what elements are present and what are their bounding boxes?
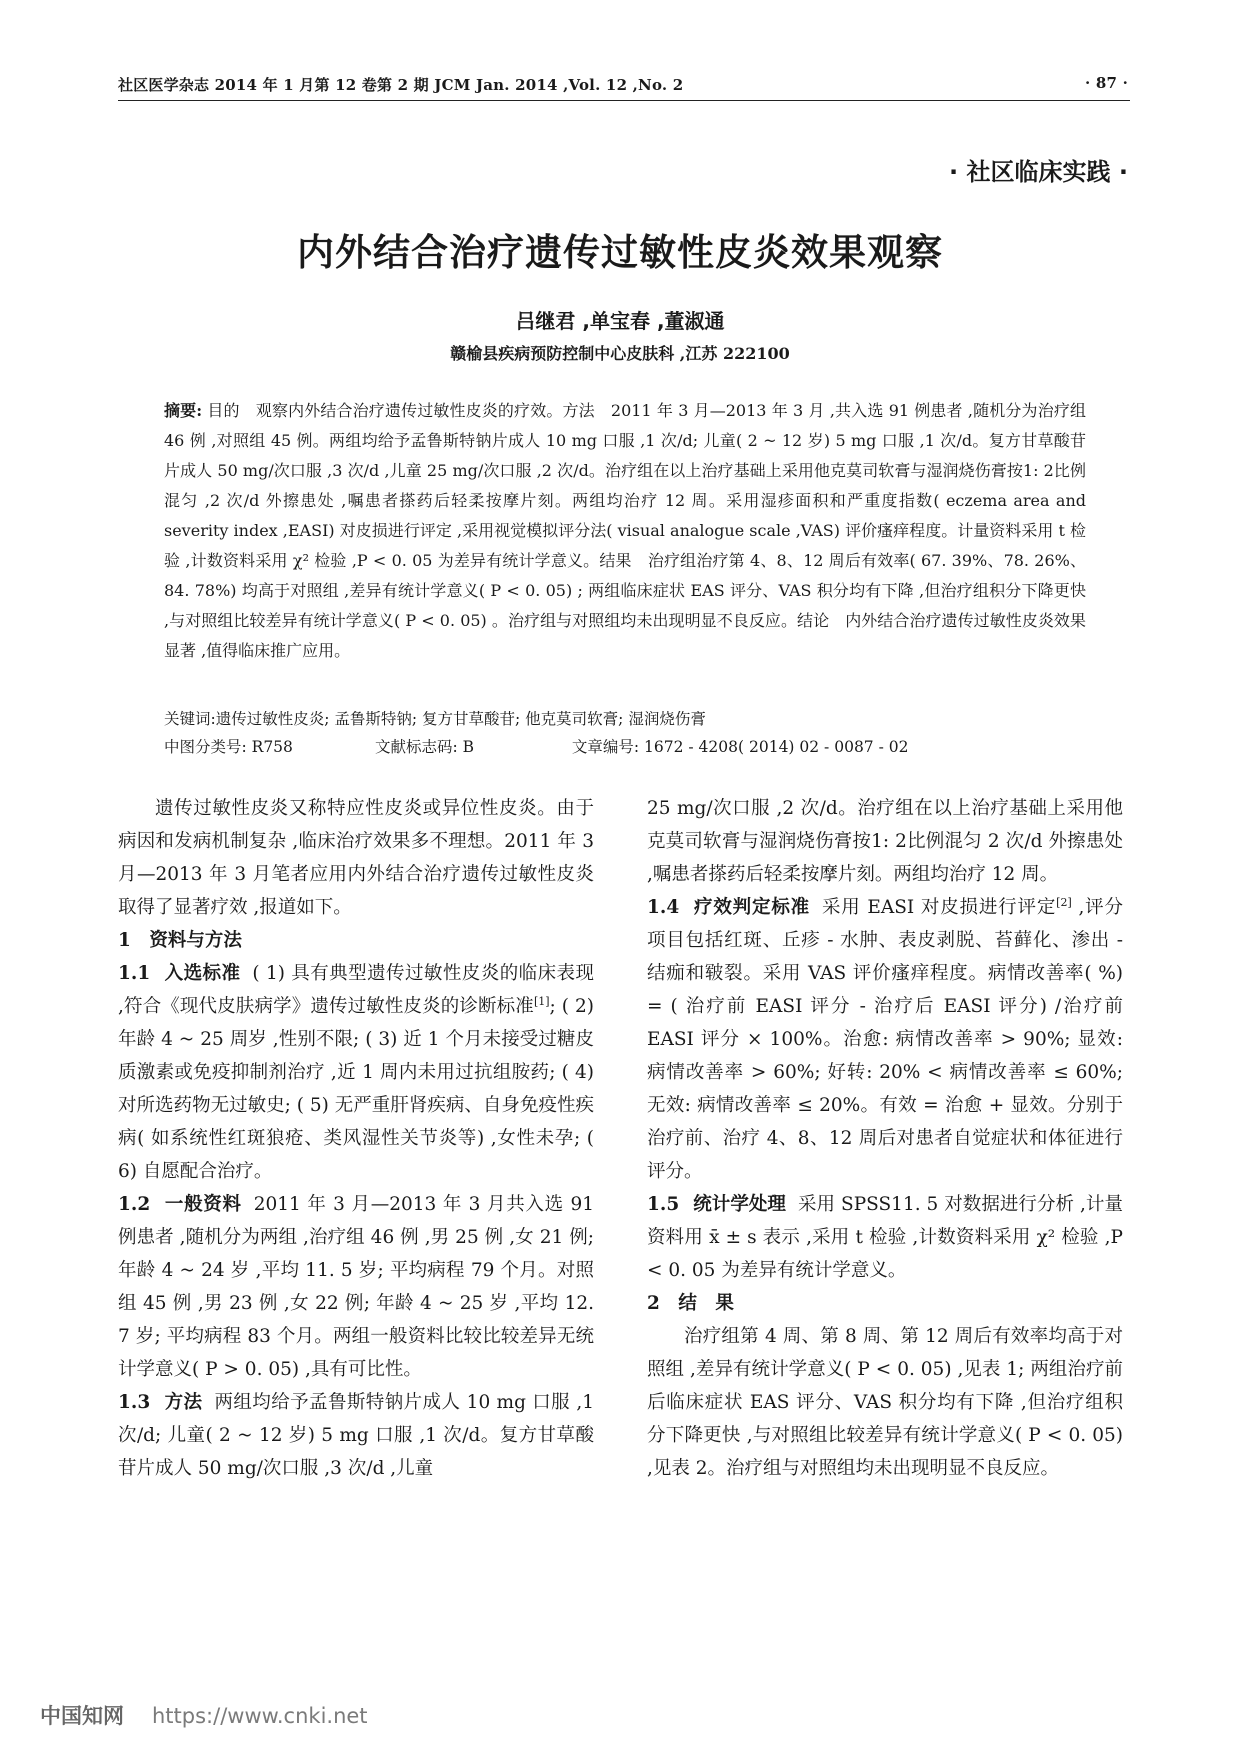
abstract-label: 摘要: <box>164 401 203 420</box>
body-column-left <box>118 792 594 1485</box>
document-code: 文献标志码: B <box>374 738 474 756</box>
running-head <box>118 74 1128 95</box>
article-number: 文章编号: 1672 - 4208( 2014) 02 - 0087 - 02 <box>571 738 909 756</box>
journal-citation: 社区医学杂志 2014 年 1 月第 12 卷第 2 期 JCM Jan. 2014 ,Vol. 12 ,No. 2 <box>118 76 684 94</box>
subsection-text-cont: ; ( 2) 年龄 4 ~ 25 周岁 ,性别不限; ( 3) 近 1 个月未接受过糖皮质激素或免疫抑制剂治疗 ,近 1 周内未用过抗组胺药; ( 4) 对所选药物无过敏史; ( 5) 无严重肝肾疾病、自身免疫性疾病( 如系统性红斑狼疮、类风湿性关节炎等) ,女性未孕; ( 6) 自愿配合治疗。 <box>118 996 594 1182</box>
subsection-text: 2011 年 3 月—2013 年 3 月共入选 91 例患者 ,随机分为两组 ,治疗组 46 例 ,男 25 例 ,女 21 例; 年龄 4 ~ 24 岁 ,平均 11. 5 岁; 平均病程 79 个月。对照组 45 例 ,男 23 例 ,女 22 例; 年龄 4 ~ 25 岁 ,平均 12. 7 岁; 平均病程 83 个月。两组一般资料比较比较差异无统计学意义( P > 0. 05) ,具有可比性。 <box>118 1194 594 1380</box>
abstract-text: 目的 观察内外结合治疗遗传过敏性皮炎的疗效。方法 2011 年 3 月—2013 年 3 月 ,共入选 91 例患者 ,随机分为治疗组 46 例 ,对照组 45 例。两组均给予孟鲁斯特钠片成人 10 mg 口服 ,1 次/d; 儿童( 2 ~ 12 岁) 5 mg 口服 ,1 次/d。复方甘草酸苷片成人 50 mg/次口服 ,3 次/d ,儿童 25 mg/次口服 ,2 次/d。治疗组在以上治疗基础上采用他克莫司软膏与湿润烧伤膏按1: 2比例混匀 ,2 次/d 外擦患处 ,嘱患者搽药后轻柔按摩片刻。两组均治疗 12 周。采用湿疹面积和严重度指数( eczema area and severity index ,EASI) 对皮损进行评定 ,采用视觉模拟评分法( visual analogue scale ,VAS) 评价瘙痒程度。计量资料采用 t 检验 ,计数资料采用 χ² 检验 ,P < 0. 05 为差异有统计学意义。结果 治疗组治疗第 4、8、12 周后有效率( 67. 39%、78. 26%、84. 78%) 均高于对照组 ,差异有统计学意义( P < 0. 05) ; 两组临床症状 EAS 评分、VAS 积分均有下降 ,但治疗组积分下降更快 ,与对照组比较差异有统计学意义( P < 0. 05) 。治疗组与对照组均未出现明显不良反应。结论 内外结合治疗遗传过敏性皮炎效果显著 ,值得临床推广应用。 <box>164 401 1086 660</box>
subsection-1-5 <box>647 1188 1123 1287</box>
intro-paragraph: 遗传过敏性皮炎又称特应性皮炎或异位性皮炎。由于病因和发病机制复杂 ,临床治疗效果多不理想。2011 年 3 月—2013 年 3 月笔者应用内外结合治疗遗传过敏性皮炎取得了显著疗效 ,报道如下。 <box>118 798 594 918</box>
subsection-number: 1.1 <box>118 963 151 984</box>
subsection-text: 采用 EASI 对皮损进行评定 <box>821 897 1057 918</box>
subsection-text-cont: ,评分项目包括红斑、丘疹 - 水肿、表皮剥脱、苔藓化、渗出 - 结痂和皲裂。采用 VAS 评价瘙痒程度。病情改善率( %) = ( 治疗前 EASI 评分 - 治疗后 EASI 评分) /治疗前 EASI 评分 × 100%。治愈: 病情改善率 > 90%; 显效: 病情改善率 > 60%; 好转: 20% < 病情改善率 ≤ 60%; 无效: 病情改善率 ≤ 20%。有效 = 治愈 + 显效。分别于治疗前、治疗 4、8、12 周后对患者自觉症状和体征进行评分。 <box>647 897 1123 1182</box>
keywords-text: 遗传过敏性皮炎; 孟鲁斯特钠; 复方甘草酸苷; 他克莫司软膏; 湿润烧伤膏 <box>215 710 706 728</box>
subsection-title: 疗效判定标准 <box>693 897 810 918</box>
cnki-watermark <box>40 1700 368 1730</box>
subsection-text: 两组均给予孟鲁斯特钠片成人 10 mg 口服 ,1 次/d; 儿童( 2 ~ 12 岁) 5 mg 口服 ,1 次/d。复方甘草酸苷片成人 50 mg/次口服 ,3 次/d ,儿童 <box>118 1392 594 1479</box>
subsection-title: 统计学处理 <box>693 1194 786 1215</box>
subsection-title: 一般资料 <box>164 1194 242 1215</box>
subsection-1-2 <box>118 1188 594 1386</box>
watermark-brand: 中国知网 <box>40 1704 124 1728</box>
subsection-1-4 <box>647 891 1123 1188</box>
page-number: · 87 · <box>1085 74 1128 92</box>
watermark-url: https://www.cnki.net <box>152 1704 368 1728</box>
keywords <box>164 705 1086 733</box>
reference-marker: [2] <box>1056 895 1072 909</box>
affiliation: 赣榆县疾病预防控制中心皮肤科 ,江苏 222100 <box>450 344 790 363</box>
section-heading-1: 1 资料与方法 <box>118 930 242 951</box>
section-heading-2: 2 结 果 <box>647 1293 734 1314</box>
reference-marker: [1] <box>533 994 550 1008</box>
abstract <box>164 396 1086 666</box>
subsection-title: 方法 <box>164 1392 203 1413</box>
results-paragraph: 治疗组第 4 周、第 8 周、第 12 周后有效率均高于对照组 ,差异有统计学意义( P < 0. 05) ,见表 1; 两组治疗前后临床症状 EAS 评分、VAS 积分均有下降 ,但治疗组积分下降更快 ,与对照组比较差异有统计学意义( P < 0. 05) ,见表 2。治疗组与对照组均未出现明显不良反应。 <box>647 1326 1123 1479</box>
subsection-number: 1.5 <box>647 1194 680 1215</box>
body-column-right <box>647 792 1123 1485</box>
header-rule <box>118 100 1130 101</box>
subsection-1-1 <box>118 957 594 1188</box>
subsection-text: 采用 SPSS11. 5 对数据进行分析 ,计量资料用 x̄ ± s 表示 ,采用 t 检验 ,计数资料采用 χ² 检验 ,P < 0. 05 为差异有统计学意义。 <box>647 1194 1123 1281</box>
subsection-text: ( 1) 具有典型遗传过敏性皮炎的临床表现 ,符合《现代皮肤病学》遗传过敏性皮炎的诊断标准 <box>118 963 594 1017</box>
keywords-label: 关键词: <box>164 710 216 728</box>
classification-line <box>164 733 1086 761</box>
clc-number: 中图分类号: R758 <box>164 738 293 756</box>
authors: 吕继君 ,单宝春 ,董淑通 <box>515 309 725 333</box>
subsection-1-3-continued: 25 mg/次口服 ,2 次/d。治疗组在以上治疗基础上采用他克莫司软膏与湿润烧伤膏按1: 2比例混匀 2 次/d 外擦患处 ,嘱患者搽药后轻柔按摩片刻。两组均治疗 12 周。 <box>647 798 1123 885</box>
subsection-title: 入选标准 <box>164 963 241 984</box>
subsection-number: 1.3 <box>118 1392 151 1413</box>
subsection-number: 1.4 <box>647 897 680 918</box>
subsection-number: 1.2 <box>118 1194 151 1215</box>
subsection-1-3 <box>118 1386 594 1485</box>
section-tag: · 社区临床实践 · <box>949 158 1128 186</box>
article-title: 内外结合治疗遗传过敏性皮炎效果观察 <box>297 231 943 274</box>
